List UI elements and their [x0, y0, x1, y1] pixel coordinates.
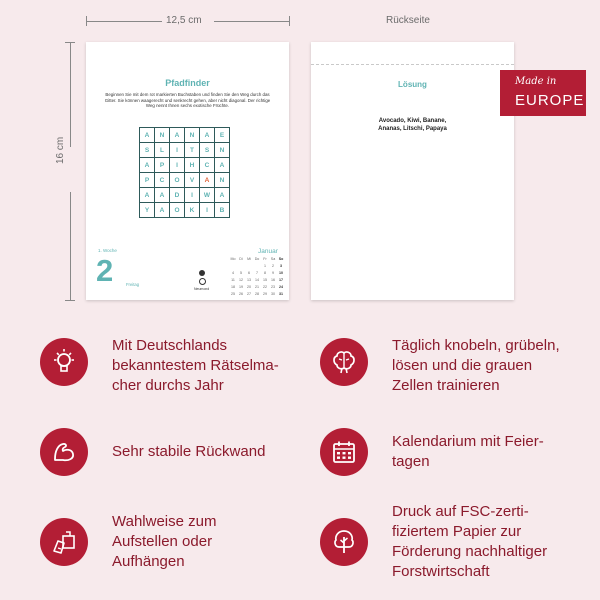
mini-calendar-day: 2 — [272, 263, 274, 268]
puzzle-title: Pfadfinder — [165, 78, 210, 88]
grid-cell: S — [200, 143, 215, 158]
mini-calendar-day: 10 — [279, 270, 283, 275]
grid-cell: S — [140, 143, 155, 158]
strong-arm-icon — [40, 428, 88, 476]
mini-calendar-day: 18 — [231, 284, 235, 289]
weekday-header: So — [278, 256, 284, 261]
solution-text — [311, 117, 514, 133]
grid-cell: A — [170, 128, 185, 143]
puzzle-instructions: Beginnen Sie mit dem rot markierten Buchstaben und finden Sie den Weg durch das Gitter. Sie können waagerecht und senkrecht gehen, aber nicht diagonal. Der richtige Weg nennt Ihnen sechs exotische Früchte. — [104, 92, 271, 109]
grid-row — [140, 158, 230, 173]
mini-calendar-day — [245, 262, 253, 269]
mini-calendar-day: 4 — [232, 270, 234, 275]
height-tick-top — [65, 42, 75, 43]
mini-calendar-day: 5 — [240, 270, 242, 275]
perforation-line — [311, 64, 514, 65]
mini-calendar-week — [229, 283, 285, 290]
new-moon-icon — [199, 270, 205, 276]
weekday-label: Freitag — [126, 282, 140, 287]
mini-calendar-day: 16 — [271, 277, 275, 282]
mini-calendar-day: 17 — [279, 277, 283, 282]
mini-calendar-day: 25 — [231, 291, 235, 296]
grid-row — [140, 143, 230, 158]
grid-cell: W — [200, 188, 215, 203]
height-label: 16 cm — [55, 136, 66, 164]
grid-cell: A — [155, 188, 170, 203]
mini-calendar-week — [229, 276, 285, 283]
weekday-header: Di — [239, 256, 243, 261]
weekday-header: Mi — [247, 256, 251, 261]
grid-cell: D — [170, 188, 185, 203]
mini-calendar-day: 21 — [255, 284, 259, 289]
grid-cell: N — [215, 143, 230, 158]
calendar-icon — [320, 428, 368, 476]
mini-calendar-day: 30 — [271, 291, 275, 296]
tree-icon — [320, 518, 368, 566]
mini-calendar-day: 8 — [264, 270, 266, 275]
made-in-europe-badge — [500, 70, 586, 116]
grid-cell: A — [200, 128, 215, 143]
letter-grid — [139, 127, 230, 218]
grid-cell: H — [185, 158, 200, 173]
mini-calendar-day — [237, 262, 245, 269]
grid-cell: V — [185, 173, 200, 188]
mini-calendar-day: 22 — [263, 284, 267, 289]
mini-calendar-month: Januar — [258, 248, 278, 255]
grid-cell: C — [200, 158, 215, 173]
week-label: 1. Woche — [98, 248, 117, 253]
width-dimension-line — [86, 21, 162, 22]
mini-calendar-day — [253, 262, 261, 269]
mini-calendar-header — [229, 255, 285, 262]
grid-cell: C — [155, 173, 170, 188]
grid-row — [140, 188, 230, 203]
badge-line-2: EUROPE — [515, 92, 585, 109]
mini-calendar-day — [229, 262, 237, 269]
mini-calendar-week — [229, 262, 285, 269]
mini-calendar-day: 28 — [255, 291, 259, 296]
grid-cell: N — [215, 173, 230, 188]
grid-cell: P — [140, 173, 155, 188]
mini-calendar-day: 27 — [247, 291, 251, 296]
feature-5-text: Wahlweise zum Aufstellen oder Aufhängen — [112, 513, 217, 570]
height-tick-bottom — [65, 300, 75, 301]
feature-4-text: Kalendarium mit Feier- tagen — [392, 433, 544, 470]
mini-calendar — [229, 255, 285, 297]
moon-label: Neumond — [194, 287, 210, 291]
grid-row — [140, 128, 230, 143]
mini-calendar-day: 15 — [263, 277, 267, 282]
grid-cell: N — [155, 128, 170, 143]
grid-cell: L — [155, 143, 170, 158]
weekday-header: Fr — [263, 256, 267, 261]
mini-calendar-day: 14 — [255, 277, 259, 282]
mini-calendar-day: 19 — [239, 284, 243, 289]
feature-1-text: Mit Deutschlands bekanntestem Rätselma- cher durchs Jahr — [112, 337, 279, 394]
grid-cell: A — [215, 188, 230, 203]
mini-calendar-day: 1 — [264, 263, 266, 268]
calendar-back-page — [311, 42, 514, 300]
mini-calendar-day: 13 — [247, 277, 251, 282]
back-side-label: Rückseite — [386, 15, 430, 26]
solution-line-1: Avocado, Kiwi, Banane, — [378, 118, 447, 124]
solution-line-2: Ananas, Litschi, Papaya — [378, 126, 447, 132]
moon-phase-icon — [199, 278, 206, 285]
weekday-header: Sa — [270, 256, 276, 261]
width-dimension-line-right — [214, 21, 289, 22]
mini-calendar-day: 29 — [263, 291, 267, 296]
feature-2-text: Täglich knobeln, grübeln, lösen und die grauen Zellen trainieren — [392, 337, 560, 394]
brain-icon — [320, 338, 368, 386]
mini-calendar-week — [229, 269, 285, 276]
mini-calendar-day: 7 — [256, 270, 258, 275]
grid-cell: P — [155, 158, 170, 173]
grid-cell: I — [170, 158, 185, 173]
mini-calendar-day: 20 — [247, 284, 251, 289]
day-number: 2 — [96, 253, 114, 288]
lightbulb-icon — [40, 338, 88, 386]
hanging-calendar-icon — [40, 518, 88, 566]
width-tick-right — [289, 16, 290, 26]
grid-cell: N — [185, 128, 200, 143]
mini-calendar-day: 3 — [280, 263, 282, 268]
height-dimension-line — [70, 42, 71, 147]
width-tick-left — [86, 16, 87, 26]
feature-3-text: Sehr stabile Rückwand — [112, 443, 266, 460]
mini-calendar-day: 31 — [279, 291, 283, 296]
mini-calendar-day: 6 — [248, 270, 250, 275]
grid-cell: K — [185, 203, 200, 218]
grid-cell: B — [215, 203, 230, 218]
grid-cell: T — [185, 143, 200, 158]
width-label: 12,5 cm — [166, 15, 202, 26]
grid-cell: I — [185, 188, 200, 203]
grid-row — [140, 203, 230, 218]
solution-title: Lösung — [398, 80, 427, 89]
grid-cell: A — [155, 203, 170, 218]
mini-calendar-day: 12 — [239, 277, 243, 282]
grid-row — [140, 173, 230, 188]
badge-line-1: Made in — [515, 76, 557, 87]
grid-cell: A — [200, 173, 215, 188]
grid-cell: E — [215, 128, 230, 143]
mini-calendar-day: 9 — [272, 270, 274, 275]
weekday-header: Mo — [230, 256, 236, 261]
grid-cell: A — [140, 128, 155, 143]
feature-6-text: Druck auf FSC-zerti- fiziertem Papier zur Förderung nachhaltiger Forstwirtschaft — [392, 503, 548, 580]
grid-cell: A — [140, 158, 155, 173]
mini-calendar-day: 23 — [271, 284, 275, 289]
grid-cell: A — [215, 158, 230, 173]
weekday-header: Do — [254, 256, 260, 261]
mini-calendar-day: 26 — [239, 291, 243, 296]
mini-calendar-week — [229, 290, 285, 297]
mini-calendar-day: 24 — [279, 284, 283, 289]
grid-cell: Y — [140, 203, 155, 218]
mini-calendar-day: 11 — [231, 277, 235, 282]
grid-cell: I — [200, 203, 215, 218]
height-dimension-line-bottom — [70, 192, 71, 300]
grid-cell: A — [140, 188, 155, 203]
grid-cell: O — [170, 203, 185, 218]
grid-cell: O — [170, 173, 185, 188]
grid-cell: I — [170, 143, 185, 158]
calendar-front-page — [86, 42, 289, 300]
